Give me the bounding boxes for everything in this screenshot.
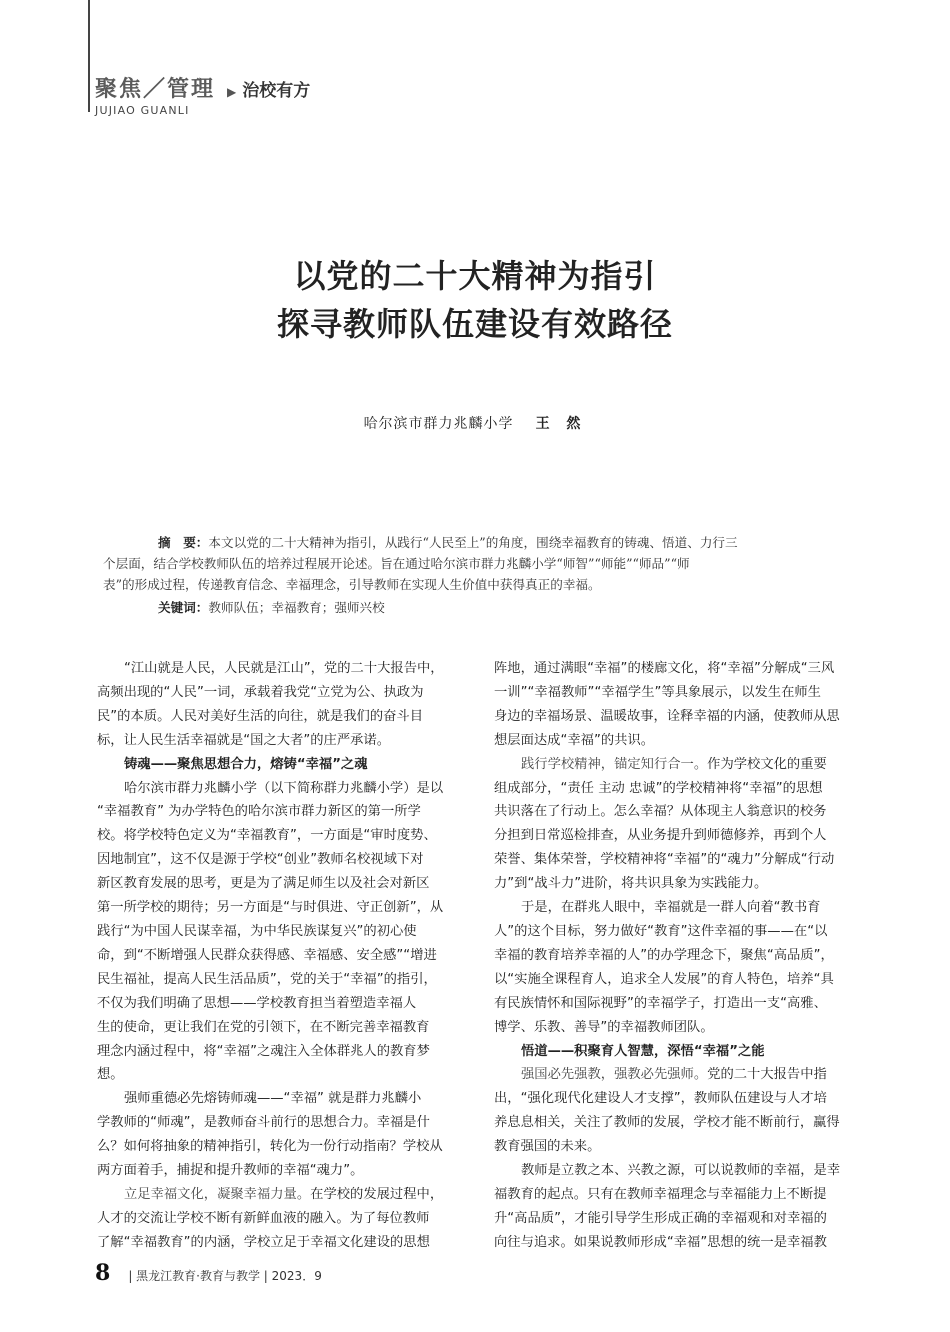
page-footer [95,1260,322,1286]
text-span: 在学校的发展过程中， [310,1186,444,1202]
section-pinyin: JUJIAO GUANLI [95,104,190,117]
text-line: 命，到“不断增强人民群众获得感、幸福感、安全感”“增进 [97,947,437,963]
text-line: 理念内涵过程中，将“幸福”之魂注入全体群兆人的教育梦 [97,1043,430,1059]
text-line: 校。将学校特色定义为“幸福教育”，一方面是“审时度势、 [97,828,437,844]
abstract-line: 个层面，结合学校教师队伍的培养过程展开论述。旨在通过哈尔滨市群力兆麟小学“师智”“师能”“师品”“师 [103,556,690,571]
text-line: 了解“幸福教育”的内涵，学校立足于幸福文化建设的思想 [97,1234,430,1250]
text-line: 有民族情怀和国际视野”的幸福学子，打造出一支“高雅、 [494,995,827,1011]
text-line: 幸福的教育培养幸福的人”的办学理念下，聚焦“高品质”， [494,947,834,963]
text-line: 两方面着手，捕捉和提升教师的幸福“魂力”。 [97,1163,364,1179]
lead-phrase: 强国必先强教，强教必先强师。 [521,1067,708,1083]
text-line: 于是，在群兆人眼中，幸福就是一群人向着“教书育 [521,900,821,916]
text-line: “幸福教育” 为办学特色的哈尔滨市群力新区的第一所学 [97,804,421,820]
abstract-line: 本文以党的二十大精神为指引，从践行“人民至上”的角度，围绕幸福教育的铸魂、悟道、力行三 [208,535,738,550]
text-line: “江山就是人民，人民就是江山”，党的二十大报告中， [124,661,444,676]
text-line: 因地制宜”，这不仅是源于学校“创业”教师名校视域下对 [97,852,424,868]
text-line: 升“高品质”，才能引导学生形成正确的幸福观和对幸福的 [494,1210,827,1226]
text-line: 生的使命，更让我们在党的引领下，在不断完善幸福教育 [97,1019,430,1035]
text-line: 阵地，通过满眼“幸福”的楼廊文化，将“幸福”分解成“三风 [494,661,835,676]
text-line: 博学、乐教、善导”的幸福教师团队。 [494,1019,714,1035]
author: 王 然 [535,416,587,432]
section-main-label: 聚焦／管理 [95,77,216,102]
article-title [0,252,950,348]
triangle-right-icon: ▶ [227,85,237,99]
text-line: 力”到“战斗力”进阶，将共识具象为实践能力。 [494,876,768,892]
right-column [494,657,866,1255]
text-line: 分担到日常巡检排查，从业务提升到师德修养，再到个人 [494,828,827,844]
text-line: 么？如何将抽象的精神指引，转化为一份行动指南？学校从 [97,1139,443,1155]
text-line: 荣誉、集体荣誉，学校精神将“幸福”的“魂力”分解成“行动 [494,852,835,868]
text-line: 向往与追求。如果说教师形成“幸福”思想的统一是幸福教 [494,1234,827,1250]
text-line: 民生福祉，提高人民生活品质”，党的关于“幸福”的指引， [97,971,437,987]
section-header [95,72,310,117]
text-line: 想层面达成“幸福”的共识。 [494,732,655,748]
text-line: 想。 [97,1067,124,1083]
section-sub-label: 治校有方 [242,81,311,101]
journal-info: | 黑龙江教育·教育与教学 | 2023．9 [128,1269,322,1283]
header-vertical-rule [88,0,90,112]
text-line: 哈尔滨市群力兆麟小学（以下简称群力兆麟小学）是以 [124,780,444,796]
text-line: 教师是立教之本、兴教之源，可以说教师的幸福，是幸 [521,1163,841,1179]
text-line: 养息息相关，关注了教师的发展，学校才能不断前行，赢得 [494,1115,840,1131]
page-number: 8 [95,1260,111,1286]
text-line: 第一所学校的期待；另一方面是“与时俱进、守正创新”，从 [97,900,444,916]
text-line: 强师重德必先熔铸师魂——“幸福” 就是群力兆麟小 [124,1091,422,1107]
text-line: 出，“强化现代化建设人才支撑”，教师队伍建设与人才培 [494,1091,827,1107]
text-line: 人”的这个目标，努力做好“教育”这件幸福的事——在“以 [494,923,828,939]
text-line: 学教师的“师魂”，是教师奋斗前行的思想合力。幸福是什 [97,1115,430,1131]
text-line: 人才的交流让学校不断有新鲜血液的融入。为了每位教师 [97,1210,430,1226]
text-line: 身边的幸福场景、温暖故事，诠释幸福的内涵，使教师从思 [494,708,840,724]
byline [0,413,950,433]
text-line: 组成部分，“责任 主动 忠诚”的学校精神将“幸福”的思想 [494,780,823,796]
keywords-label: 关键词： [158,600,209,615]
text-line: 教育强国的未来。 [494,1139,601,1155]
keywords-text: 教师队伍；幸福教育；强师兴校 [208,600,385,615]
abstract [103,532,843,595]
text-line: 一训”“幸福教师”“幸福学生”等具象展示，以发生在师生 [494,684,821,700]
left-column [97,657,469,1255]
abstract-line: 表”的形成过程，传递教育信念、幸福理念，引导教师在实现人生价值中获得真正的幸福。 [103,577,601,592]
text-span: 党的二十大报告中指 [707,1067,827,1083]
title-line-2: 探寻教师队伍建设有效路径 [276,305,673,343]
text-line: 高频出现的“人民”一词，承载着我党“立党为公、执政为 [97,684,424,700]
text-line: 共识落在了行动上。怎么幸福？从体现主人翁意识的校务 [494,804,827,820]
text-line: 福教育的起点。只有在教师幸福理念与幸福能力上不断提 [494,1186,827,1202]
abstract-label: 摘 要： [158,535,209,550]
text-line: 标，让人民生活幸福就是“国之大者”的庄严承诺。 [97,732,391,748]
keywords [158,597,385,616]
lead-phrase: 践行学校精神，锚定知行合一。 [521,756,708,772]
text-line: 践行“为中国人民谋幸福，为中华民族谋复兴”的初心使 [97,923,417,939]
lead-phrase: 立足幸福文化，凝聚幸福力量。 [124,1186,311,1202]
section-heading: 铸魂——聚焦思想合力，熔铸“幸福”之魂 [124,756,368,772]
title-line-1: 以党的二十大精神为指引 [293,257,657,295]
section-heading: 悟道——积聚育人智慧，深悟“幸福”之能 [521,1043,765,1059]
text-span: 作为学校文化的重要 [707,756,827,772]
text-line: 新区教育发展的思考，更是为了满足师生以及社会对新区 [97,876,430,892]
text-line [494,1063,866,1087]
text-line [97,1183,469,1207]
text-line: 以“实施全课程育人，追求全人发展”的育人特色，培养“具 [494,971,834,987]
text-line [494,753,866,777]
text-line: 民”的本质。人民对美好生活的向往，就是我们的奋斗目 [97,708,424,724]
affiliation: 哈尔滨市群力兆麟小学 [363,416,514,432]
text-line: 不仅为我们明确了思想——学校教育担当着塑造幸福人 [97,995,417,1011]
